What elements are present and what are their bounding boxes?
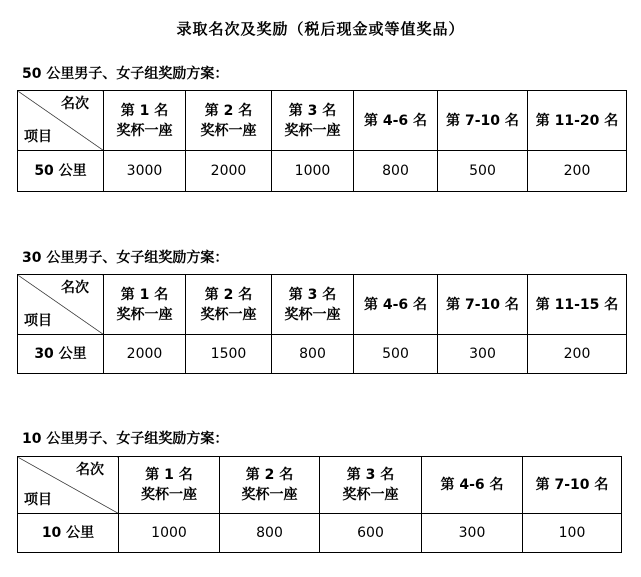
- prize-cell: 3000: [104, 151, 186, 192]
- reward-table-30km: [17, 274, 627, 374]
- corner-header-cell: [18, 275, 104, 335]
- column-header-rank-3: 第 3 名 奖杯一座: [272, 275, 354, 335]
- column-header-rank-4-6: 第 4-6 名: [354, 91, 438, 151]
- column-header-rank-2: 第 2 名 奖杯一座: [186, 275, 272, 335]
- corner-header-cell: [18, 91, 104, 151]
- table-row: [18, 514, 622, 553]
- section-title-50km: 50 公里男子、女子组奖励方案：: [22, 66, 229, 82]
- prize-cell: 200: [528, 151, 627, 192]
- prize-cell: 500: [438, 151, 528, 192]
- table-row: [18, 151, 627, 192]
- column-header-rank-2: 第 2 名 奖杯一座: [220, 457, 320, 514]
- column-header-rank-3: 第 3 名 奖杯一座: [272, 91, 354, 151]
- prize-cell: 800: [354, 151, 438, 192]
- event-axis-label: 项目: [24, 313, 52, 329]
- reward-table-50km: [17, 90, 627, 192]
- column-header-rank-1: 第 1 名 奖杯一座: [104, 275, 186, 335]
- column-header-rank-4-6: 第 4-6 名: [354, 275, 438, 335]
- prize-cell: 300: [438, 335, 528, 374]
- column-header-rank-1: 第 1 名 奖杯一座: [119, 457, 220, 514]
- rank-axis-label: 名次: [61, 280, 89, 296]
- header-row: [18, 91, 627, 151]
- corner-header-cell: [18, 457, 119, 514]
- column-header-rank-7-10: 第 7-10 名: [438, 91, 528, 151]
- event-axis-label: 项目: [24, 492, 52, 508]
- rank-axis-label: 名次: [61, 96, 89, 112]
- section-title-30km: 30 公里男子、女子组奖励方案：: [22, 250, 229, 266]
- prize-cell: 1000: [119, 514, 220, 553]
- column-header-rank-11-20: 第 11-20 名: [528, 91, 627, 151]
- header-row: [18, 275, 627, 335]
- prize-cell: 800: [220, 514, 320, 553]
- row-label-30km: 30 公里: [18, 335, 104, 374]
- prize-cell: 1000: [272, 151, 354, 192]
- prize-cell: 200: [528, 335, 627, 374]
- page-title: 录取名次及奖励（税后现金或等值奖品）: [176, 20, 465, 38]
- rank-axis-label: 名次: [76, 462, 104, 478]
- prize-cell: 600: [320, 514, 422, 553]
- column-header-rank-11-15: 第 11-15 名: [528, 275, 627, 335]
- table-row: [18, 335, 627, 374]
- prize-cell: 100: [523, 514, 622, 553]
- prize-cell: 2000: [104, 335, 186, 374]
- column-header-rank-7-10: 第 7-10 名: [438, 275, 528, 335]
- prize-cell: 800: [272, 335, 354, 374]
- column-header-rank-1: 第 1 名 奖杯一座: [104, 91, 186, 151]
- reward-table-10km: [17, 456, 622, 553]
- column-header-rank-4-6: 第 4-6 名: [422, 457, 523, 514]
- column-header-rank-3: 第 3 名 奖杯一座: [320, 457, 422, 514]
- row-label-10km: 10 公里: [18, 514, 119, 553]
- section-title-10km: 10 公里男子、女子组奖励方案：: [22, 431, 229, 447]
- prize-cell: 2000: [186, 151, 272, 192]
- prize-cell: 300: [422, 514, 523, 553]
- column-header-rank-7-10: 第 7-10 名: [523, 457, 622, 514]
- prize-cell: 1500: [186, 335, 272, 374]
- prize-cell: 500: [354, 335, 438, 374]
- row-label-50km: 50 公里: [18, 151, 104, 192]
- header-row: [18, 457, 622, 514]
- event-axis-label: 项目: [24, 129, 52, 145]
- column-header-rank-2: 第 2 名 奖杯一座: [186, 91, 272, 151]
